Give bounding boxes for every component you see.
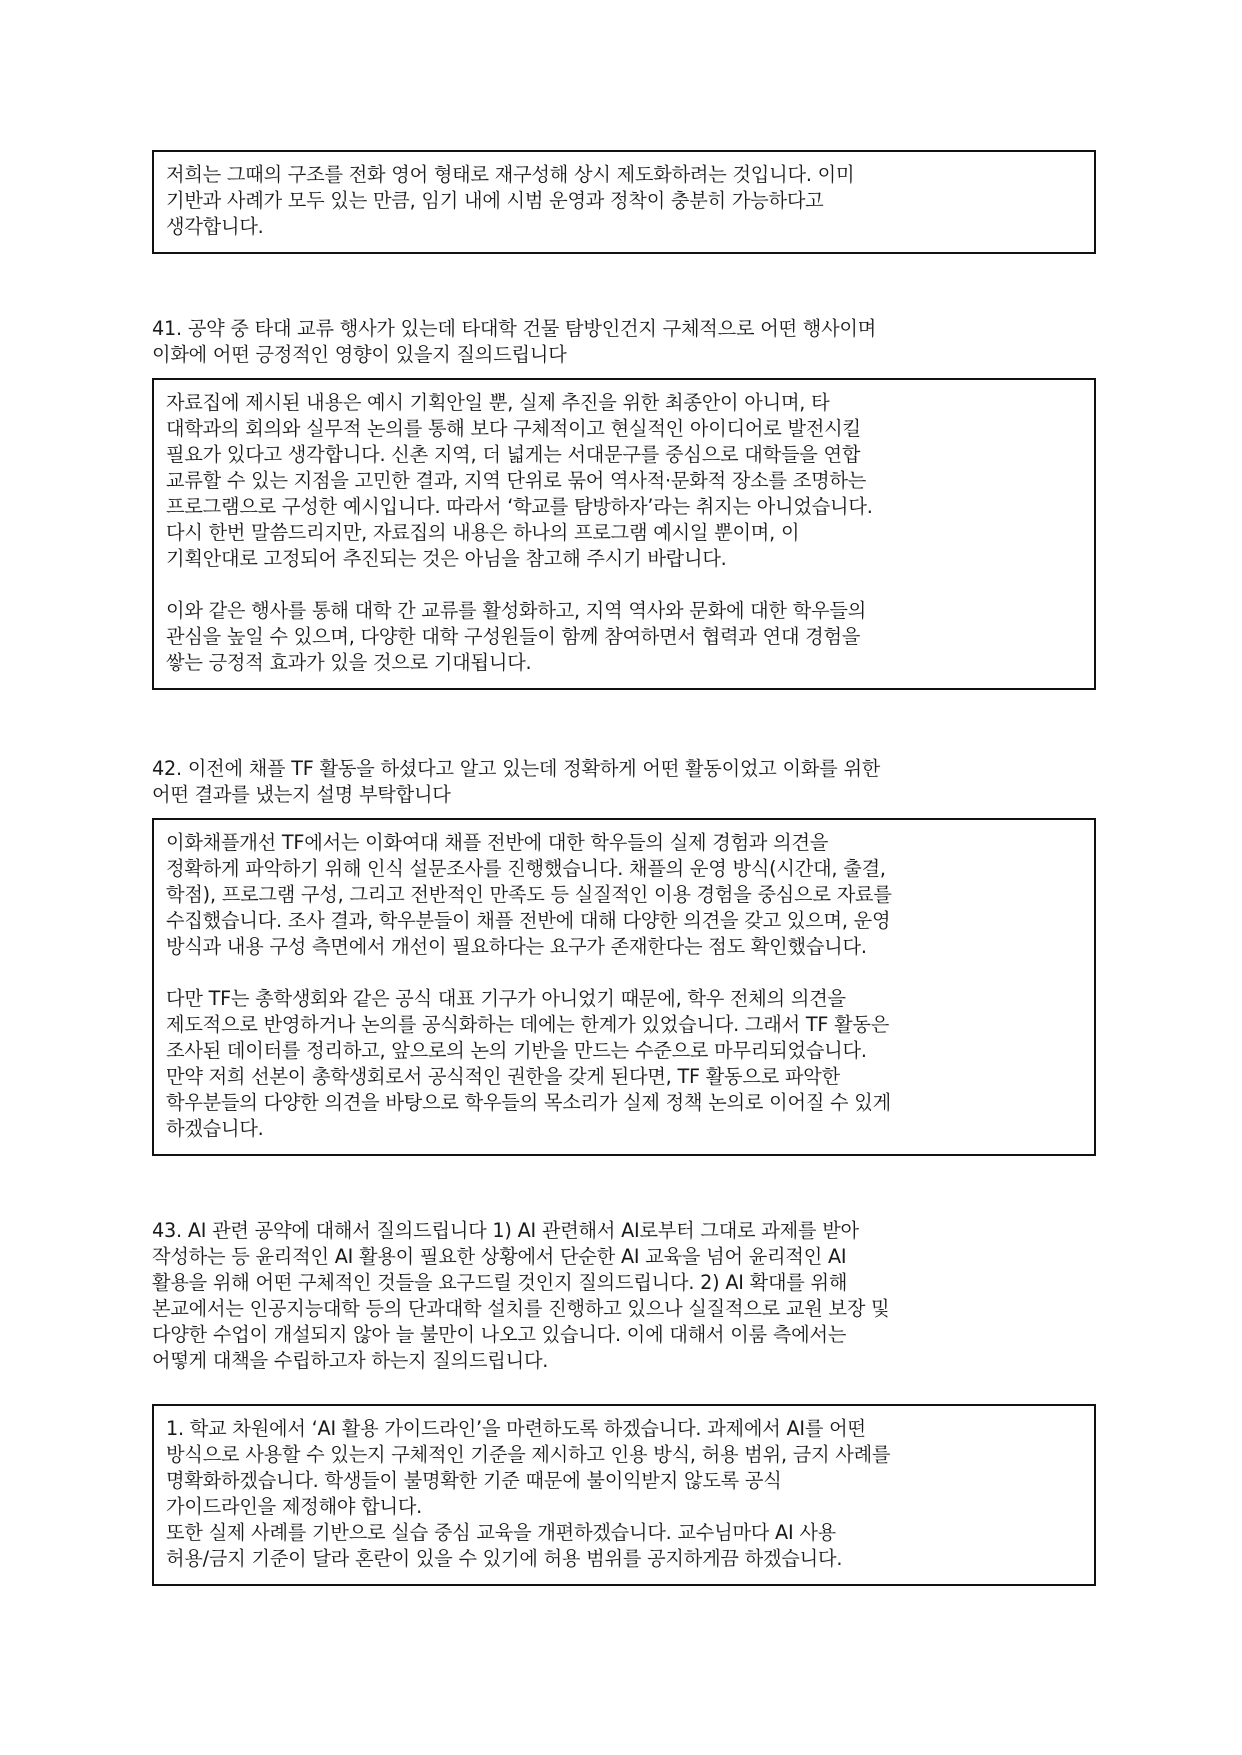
question-line: 본교에서는 인공지능대학 등의 단과대학 설치를 진행하고 있으나 실질적으로 교원 보장 및 — [152, 1297, 890, 1320]
answer-line: 자료집에 제시된 내용은 예시 기획안일 뿐, 실제 추진을 위한 최종안이 아니며, 타 — [166, 391, 830, 414]
question-line: 이화에 어떤 긍정적인 영향이 있을지 질의드립니다 — [152, 343, 567, 366]
answer-line: 다시 한번 말씀드리지만, 자료집의 내용은 하나의 프로그램 예시일 뿐이며, 이 — [166, 521, 800, 544]
answer-line: 방식과 내용 구성 측면에서 개선이 필요하다는 요구가 존재한다는 점도 확인했습니다. — [166, 935, 867, 958]
answer-line: 하겠습니다. — [166, 1117, 264, 1140]
answer-line: 학우분들의 다양한 의견을 바탕으로 학우들의 목소리가 실제 정책 논의로 이어질 수 있게 — [166, 1091, 891, 1114]
answer-box-43 — [152, 1404, 1096, 1586]
answer-line: 관심을 높일 수 있으며, 다양한 대학 구성원들이 함께 참여하면서 협력과 연대 경험을 — [166, 625, 861, 648]
answer-line: 명확화하겠습니다. 학생들이 불명확한 기준 때문에 불이익받지 않도록 공식 — [166, 1469, 782, 1492]
question-line: 43. AI 관련 공약에 대해서 질의드립니다 1) AI 관련해서 AI로부터 그대로 과제를 받아 — [152, 1219, 859, 1242]
answer-line: 정확하게 파악하기 위해 인식 설문조사를 진행했습니다. 채플의 운영 방식(시간대, 출결, — [166, 857, 886, 880]
answer-line: 만약 저희 선본이 총학생회로서 공식적인 권한을 갖게 된다면, TF 활동으로 파악한 — [166, 1065, 840, 1088]
answer-box-42 — [152, 818, 1096, 1156]
question-42 — [152, 756, 1112, 808]
paragraph-gap — [166, 960, 1082, 986]
question-line: 41. 공약 중 타대 교류 행사가 있는데 타대학 건물 탐방인건지 구체적으로 어떤 행사이며 — [152, 317, 877, 340]
answer-line: 방식으로 사용할 수 있는지 구체적인 기준을 제시하고 인용 방식, 허용 범위, 금지 사례를 — [166, 1443, 891, 1466]
question-43 — [152, 1218, 1112, 1374]
answer-line: 또한 실제 사례를 기반으로 실습 중심 교육을 개편하겠습니다. 교수님마다 AI 사용 — [166, 1521, 836, 1544]
answer-line: 학점), 프로그램 구성, 그리고 전반적인 만족도 등 실질적인 이용 경험을 중심으로 자료를 — [166, 883, 892, 906]
answer-line: 가이드라인을 제정해야 합니다. — [166, 1495, 423, 1518]
answer-line: 교류할 수 있는 지점을 고민한 결과, 지역 단위로 묶어 역사적·문화적 장소를 조명하는 — [166, 469, 867, 492]
answer-line: 다만 TF는 총학생회와 같은 공식 대표 기구가 아니었기 때문에, 학우 전체의 의견을 — [166, 987, 846, 1010]
paragraph-gap — [166, 572, 1082, 598]
question-line: 작성하는 등 윤리적인 AI 활용이 필요한 상황에서 단순한 AI 교육을 넘어 윤리적인 AI — [152, 1245, 847, 1268]
question-line: 활용을 위해 어떤 구체적인 것들을 요구드릴 것인지 질의드립니다. 2) AI 확대를 위해 — [152, 1271, 848, 1294]
answer-line: 생각합니다. — [166, 215, 264, 238]
question-line: 어떤 결과를 냈는지 설명 부탁합니다 — [152, 783, 451, 806]
answer-line: 이와 같은 행사를 통해 대학 간 교류를 활성화하고, 지역 역사와 문화에 대한 학우들의 — [166, 599, 867, 622]
answer-line: 1. 학교 차원에서 ‘AI 활용 가이드라인’을 마련하도록 하겠습니다. 과제에서 AI를 어떤 — [166, 1417, 866, 1440]
answer-box-continued — [152, 150, 1096, 254]
answer-line: 쌓는 긍정적 효과가 있을 것으로 기대됩니다. — [166, 651, 532, 674]
answer-line: 대학과의 회의와 실무적 논의를 통해 보다 구체적이고 현실적인 아이디어로 발전시킬 — [166, 417, 861, 440]
answer-line: 기획안대로 고정되어 추진되는 것은 아님을 참고해 주시기 바랍니다. — [166, 547, 727, 570]
answer-line: 제도적으로 반영하거나 논의를 공식화하는 데에는 한계가 있었습니다. 그래서 TF 활동은 — [166, 1013, 890, 1036]
answer-line: 기반과 사례가 모두 있는 만큼, 임기 내에 시범 운영과 정착이 충분히 가능하다고 — [166, 189, 824, 212]
question-line: 어떻게 대책을 수립하고자 하는지 질의드립니다. — [152, 1349, 549, 1372]
answer-box-41 — [152, 378, 1096, 690]
answer-line: 조사된 데이터를 정리하고, 앞으로의 논의 기반을 만드는 수준으로 마무리되었습니다. — [166, 1039, 867, 1062]
question-41 — [152, 316, 1112, 368]
answer-line: 필요가 있다고 생각합니다. 신촌 지역, 더 넓게는 서대문구를 중심으로 대학들을 연합 — [166, 443, 861, 466]
answer-line: 저희는 그때의 구조를 전화 영어 형태로 재구성해 상시 제도화하려는 것입니다. 이미 — [166, 163, 855, 186]
answer-line: 프로그램으로 구성한 예시입니다. 따라서 ‘학교를 탐방하자’라는 취지는 아니었습니다. — [166, 495, 873, 518]
answer-line: 수집했습니다. 조사 결과, 학우분들이 채플 전반에 대해 다양한 의견을 갖고 있으며, 운영 — [166, 909, 891, 932]
answer-line: 이화채플개선 TF에서는 이화여대 채플 전반에 대한 학우들의 실제 경험과 의견을 — [166, 831, 829, 854]
answer-line: 허용/금지 기준이 달라 혼란이 있을 수 있기에 허용 범위를 공지하게끔 하겠습니다. — [166, 1547, 843, 1570]
question-line: 42. 이전에 채플 TF 활동을 하셨다고 알고 있는데 정확하게 어떤 활동이었고 이화를 위한 — [152, 757, 881, 780]
question-line: 다양한 수업이 개설되지 않아 늘 불만이 나오고 있습니다. 이에 대해서 이룸 측에서는 — [152, 1323, 847, 1346]
